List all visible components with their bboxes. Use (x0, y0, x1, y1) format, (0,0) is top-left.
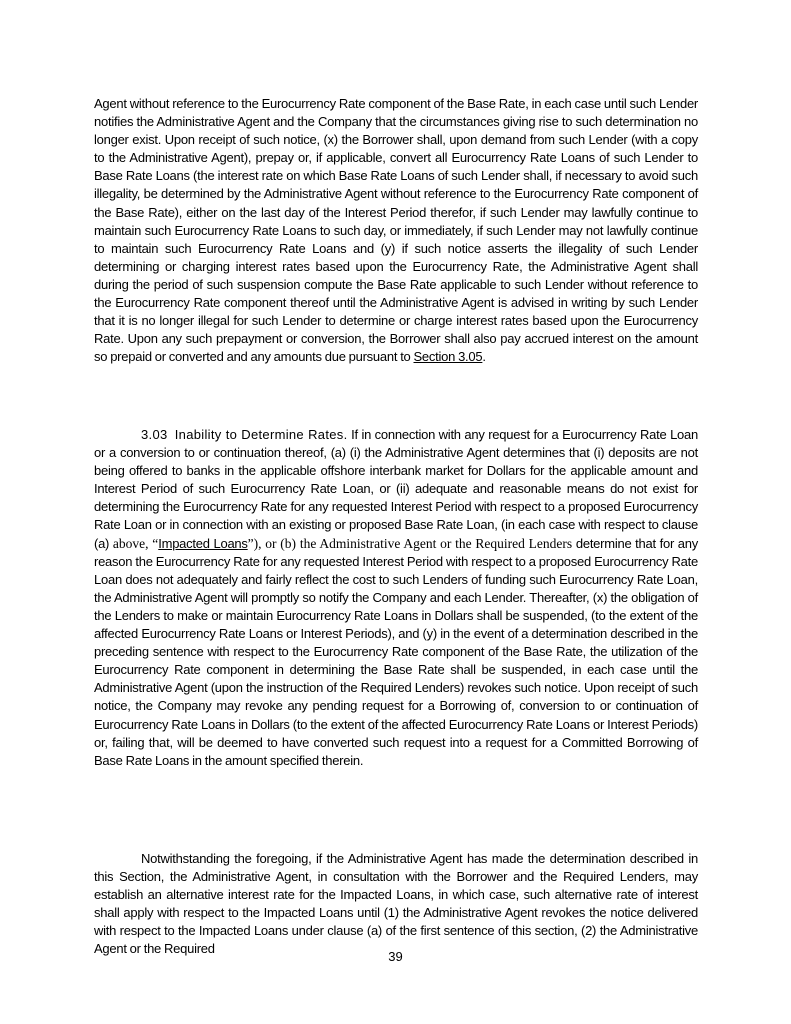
paragraph-text: Agent without reference to the Eurocurrency Rate component of the Base Rate, in each case until such Lender notifies the Administrative Agent and the Company that the circumstances giving rise to such determination no longer exist. Upon receipt of such notice, (x) the Borrower shall, upon demand from such Lender (with a copy to the Administrative Agent), prepay or, if applicable, convert all Eurocurrency Rate Loans of such Lender to Base Rate Loans (the interest rate on which Base Rate Loans of such Lender shall, if necessary to avoid such illegality, be determined by the Administrative Agent without reference to the Eurocurrency Rate component of the Base Rate), either on the last day of the Interest Period therefor, if such Lender may lawfully continue to maintain such Eurocurrency Rate Loans to such day, or immediately, if such Lender may not lawfully continue to maintain such Eurocurrency Rate Loans and (y) if such notice asserts the illegality of such Lender determining or charging interest rates based upon the Eurocurrency Rate, the Administrative Agent shall during the period of such suspension compute the Base Rate applicable to such Lender without reference to the Eurocurrency Rate component thereof until the Administrative Agent is advised in writing by such Lender that it is no longer illegal for such Lender to determine or charge interest rates based upon the Eurocurrency Rate. Upon any such prepayment or conversion, the Borrower shall also pay accrued interest on the amount so prepaid or converted and any amounts due pursuant to (94, 96, 698, 365)
paragraph-text-serif: ”), or (b) the Administrative Agent or the Required Lenders (247, 535, 576, 551)
paragraph-text-serif: above, “ (112, 535, 159, 551)
paragraph-notwithstanding (94, 850, 698, 959)
paragraph-illegality-continued (94, 95, 698, 366)
page-number: 39 (388, 949, 403, 964)
section-3-05-reference: Section 3.05 (413, 349, 483, 365)
paragraph-text: determine that for any reason the Eurocurrency Rate for any requested Interest Period with respect to a proposed Eurocurrency Rate Loan does not adequately and fairly reflect the cost to such Lenders of funding such Eurocurrency Rate Loan, the Administrative Agent will promptly so notify the Company and each Lender. Thereafter, (x) the obligation of the Lenders to make or maintain Eurocurrency Rate Loans in Dollars shall be suspended, (to the extent of the affected Eurocurrency Rate Loans or Interest Periods), and (y) in the event of a determination described in the preceding sentence with respect to the Eurocurrency Rate component of the Base Rate, the utilization of the Eurocurrency Rate component in determining the Base Rate shall be suspended, in each case until the Administrative Agent (upon the instruction of the Required Lenders) revokes such notice. Upon receipt of such notice, the Company may revoke any pending request for a Borrowing of, conversion to or continuation of Eurocurrency Rate Loans in Dollars (to the extent of the affected Eurocurrency Rate Loans or Interest Periods) or, failing that, will be deemed to have converted such request into a request for a Committed Borrowing of Base Rate Loans in the amount specified therein. (94, 535, 698, 768)
paragraph-section-3-03 (94, 426, 698, 770)
paragraph-text-end: . (482, 349, 486, 365)
paragraph-text: If in connection with any request for a Eurocurrency Rate Loan or a conversion to or continuation thereof, (a) (i) the Administrative Agent determines that (i) deposits are not being offered to banks in the applicable offshore interbank market for Dollars for the applicable amount and Interest Period of such Eurocurrency Rate Loan, or (ii) adequate and reasonable means do not exist for determining the Eurocurrency Rate for any requested Interest Period with respect to a proposed Eurocurrency Rate Loan or in connection with an existing or proposed Base Rate Loan, (in each case with respect to clause (a) (94, 427, 698, 551)
section-number: 3.03 (141, 427, 168, 442)
paragraph-text: Notwithstanding the foregoing, if the Administrative Agent has made the determination described in this Section, the Administrative Agent, in consultation with the Borrower and the Required Lenders, may establish an alternative interest rate for the Impacted Loans, in which case, such alternative rate of interest shall apply with respect to the Impacted Loans until (1) the Administrative Agent revokes the notice delivered with respect to the Impacted Loans under clause (a) of the first sentence of this section, (2) the Administrative Agent or the Required (94, 851, 698, 957)
section-heading: Inability to Determine Rates. (174, 427, 348, 442)
defined-term-impacted-loans: Impacted Loans (158, 535, 248, 551)
